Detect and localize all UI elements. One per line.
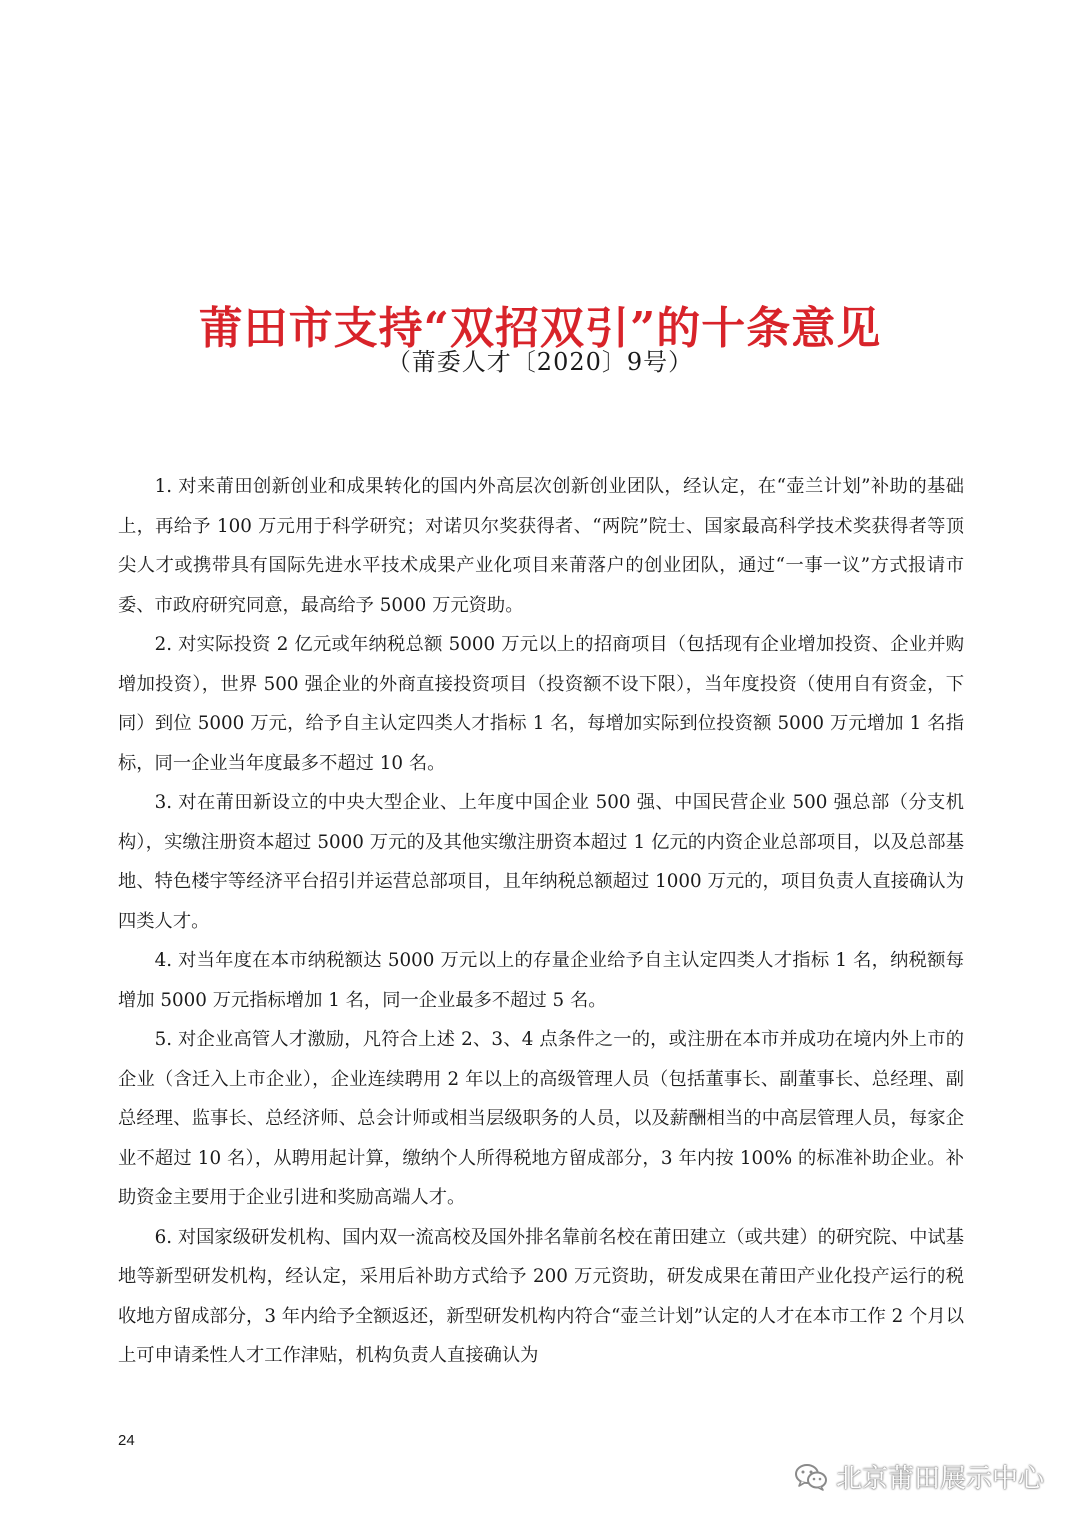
document-number: （莆委人才〔2020〕9号） bbox=[386, 348, 694, 376]
wechat-icon bbox=[794, 1462, 828, 1492]
paragraph-4: 4. 对当年度在本市纳税额达 5000 万元以上的存量企业给予自主认定四类人才指标 1 名，纳税额每增加 5000 万元指标增加 1 名，同一企业最多不超过 5 名。 bbox=[118, 950, 964, 1011]
paragraph-5: 5. 对企业高管人才激励，凡符合上述 2、3、4 点条件之一的，或注册在本市并成功在境内外上市的企业（含迁入上市企业），企业连续聘用 2 年以上的高级管理人员（包括董事长、副董事长、总经理、副总经理、监事长、总经济师、总会计师或相当层级职务的人员，以及薪酬相当的中高层管理人员，每家企业不超过 10 名），从聘用起计算，缴纳个人所得税地方留成部分，3 年内按 100% 的标准补助企业。补助资金主要用于企业引进和奖励高端人才。 bbox=[118, 1029, 964, 1208]
paragraph-6: 6. 对国家级研发机构、国内双一流高校及国外排名靠前名校在莆田建立（或共建）的研究院、中试基地等新型研发机构，经认定，采用后补助方式给予 200 万元资助，研发成果在莆田产业化投产运行的税收地方留成部分，3 年内给予全额返还，新型研发机构内符合“壶兰计划”认定的人才在本市工作 2 个月以上可申请柔性人才工作津贴，机构负责人直接确认为 bbox=[118, 1226, 964, 1366]
watermark bbox=[794, 1458, 1044, 1495]
document-title: 莆田市支持“双招双引”的十条意见 bbox=[198, 303, 882, 355]
document-body bbox=[118, 467, 964, 1376]
paragraph-3: 3. 对在莆田新设立的中央大型企业、上年度中国企业 500 强、中国民营企业 500 强总部（分支机构），实缴注册资本超过 5000 万元的及其他实缴注册资本超过 1 亿元的内资企业总部项目，以及总部基地、特色楼宇等经济平台招引并运营总部项目，且年纳税总额超过 1000 万元的，项目负责人直接确认为四类人才。 bbox=[118, 792, 964, 932]
page-number: 24 bbox=[118, 1432, 135, 1449]
watermark-text: 北京莆田展示中心 bbox=[835, 1464, 1044, 1494]
paragraph-2: 2. 对实际投资 2 亿元或年纳税总额 5000 万元以上的招商项目（包括现有企业增加投资、企业并购增加投资），世界 500 强企业的外商直接投资项目（投资额不设下限），当年度投资（使用自有资金，下同）到位 5000 万元，给予自主认定四类人才指标 1 名，每增加实际到位投资额 5000 万元增加 1 名指标，同一企业当年度最多不超过 10 名。 bbox=[118, 634, 964, 774]
paragraph-1: 1. 对来莆田创新创业和成果转化的国内外高层次创新创业团队，经认定，在“壶兰计划”补助的基础上，再给予 100 万元用于科学研究；对诺贝尔奖获得者、“两院”院士、国家最高科学技术奖获得者等顶尖人才或携带具有国际先进水平技术成果产业化项目来莆落户的创业团队，通过“一事一议”方式报请市委、市政府研究同意，最高给予 5000 万元资助。 bbox=[118, 476, 964, 616]
